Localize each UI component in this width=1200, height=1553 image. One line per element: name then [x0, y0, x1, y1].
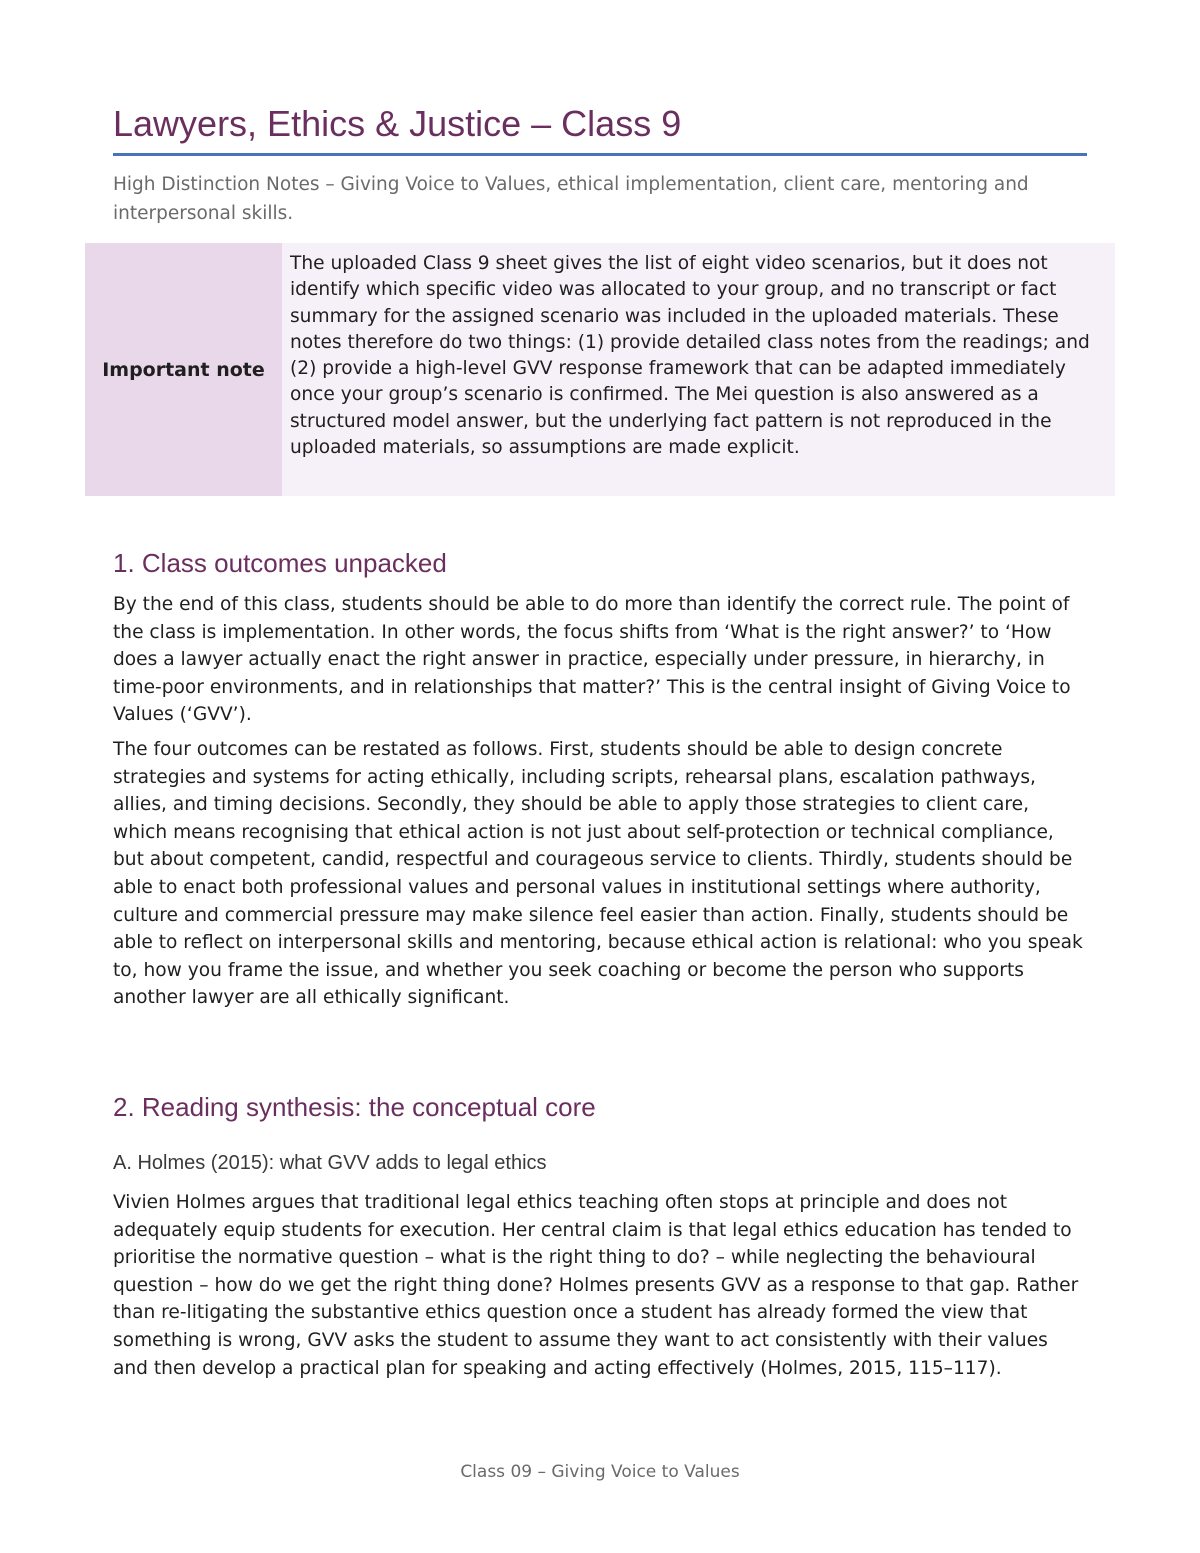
section-1-paragraph-2: The four outcomes can be restated as follows. First, students should be able to design concrete strategies and systems for acting ethically, including scripts, rehearsal plans, escalation pathways, allies, and timing decisions. Secondly, they should be able to apply those strategies to client care, which means recognising that ethical action is not just about self-protection or technical compliance, but about competent, candid, respectful and courageous service to clients. Thirdly, students should be able to enact both professional values and personal values in institutional settings where authority, culture and commercial pressure may make silence feel easier than action. Finally, students should be able to reflect on interpersonal skills and mentoring, because ethical action is relational: who you speak to, how you frame the issue, and whether you seek coaching or become the person who supports another lawyer are all ethically significant.	[113, 739, 1083, 1009]
important-note-label: Important note	[85, 243, 282, 496]
section-1-heading: 1. Class outcomes unpacked	[113, 548, 447, 578]
section-1-paragraph-1: By the end of this class, students should be able to do more than identify the correct rule. The point of the class is implementation. In other words, the focus shifts from ‘What is the right answer?’ to ‘How does a lawyer actually enact the right answer in practice, especially under pressure, in hierarchy, in time-poor environments, and in relationships that matter?’ This is the central insight of Giving Voice to Values (‘GVV’).	[113, 594, 1071, 726]
page-footer: Class 09 – Giving Voice to Values	[460, 1462, 740, 1482]
section-2a-subheading: A. Holmes (2015): what GVV adds to legal ethics	[113, 1152, 547, 1174]
document-subtitle: High Distinction Notes – Giving Voice to Values, ethical implementation, client care, mentoring and interpersonal skills.	[113, 174, 1029, 224]
section-2a-paragraph-1: Vivien Holmes argues that traditional legal ethics teaching often stops at principle and does not adequately equip students for execution. Her central claim is that legal ethics education has tended to prioritise the normative question – what is the right thing to do? – while neglecting the behavioural question – how do we get the right thing done? Holmes presents GVV as a response to that gap. Rather than re-litigating the substantive ethics question once a student has already formed the view that something is wrong, GVV asks the student to assume they want to act consistently with their values and then develop a practical plan for speaking and acting effectively (Holmes, 2015, 115–117).	[113, 1192, 1079, 1379]
section-2-heading: 2. Reading synthesis: the conceptual core	[113, 1092, 596, 1122]
important-note-text: The uploaded Class 9 sheet gives the list of eight video scenarios, but it does not identify which specific video was allocated to your group, and no transcript or fact summary for the assigned scenario was included in the uploaded materials. These notes therefore do two things: (1) provide detailed class notes from the readings; and (2) provide a high-level GVV response framework that can be adapted immediately once your group’s scenario is confirmed. The Mei question is also answered as a structured model answer, but the underlying fact pattern is not reproduced in the uploaded materials, so assumptions are made explicit.	[282, 243, 1115, 496]
important-note-box	[85, 243, 1115, 496]
document-title: Lawyers, Ethics & Justice – Class 9	[113, 103, 682, 144]
title-underline	[113, 153, 1087, 156]
